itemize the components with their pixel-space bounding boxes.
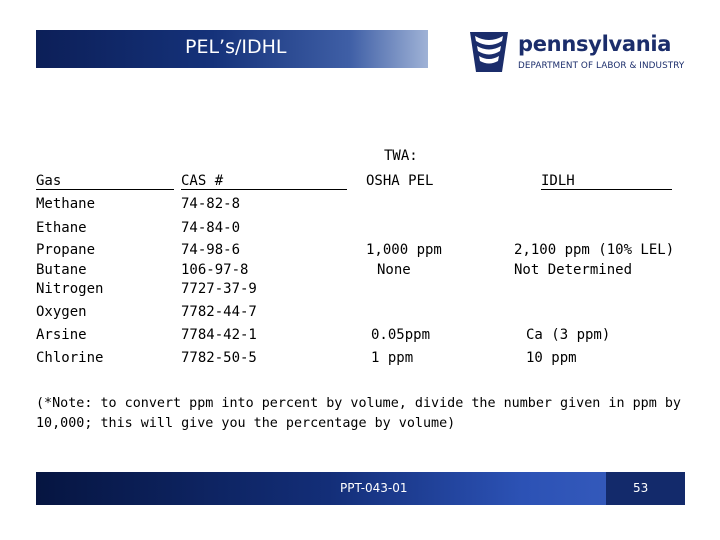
gas-name: Oxygen — [36, 304, 87, 320]
twa-header-line2: OSHA PEL — [366, 173, 434, 189]
conversion-note: (*Note: to convert ppm into percent by volume, divide the number given in ppm by 10,000; this will give you the percentage by volume) — [36, 396, 681, 431]
logo-department: DEPARTMENT OF LABOR & INDUSTRY — [518, 61, 685, 71]
logo-name: pennsylvania — [518, 32, 672, 56]
cas-number: 74-98-6 — [181, 242, 241, 258]
gas-column-header: Gas — [36, 173, 62, 189]
idlh-value: Ca (3 ppm) — [526, 327, 611, 343]
cas-number: 7782-50-5 — [181, 350, 257, 366]
idlh-value: 2,100 ppm (10% LEL) — [514, 242, 675, 258]
gas-name: Methane — [36, 196, 96, 212]
cas-number: 7727-37-9 — [181, 281, 257, 297]
gas-name: Nitrogen — [36, 281, 104, 297]
gas-name: Arsine — [36, 327, 87, 343]
idlh-column-header: IDLH — [541, 173, 575, 189]
cas-column-header: CAS # — [181, 173, 224, 189]
page-title: PEL’s/IDHL — [185, 36, 287, 58]
page-number: 53 — [633, 481, 649, 495]
gas-header-underline — [36, 189, 174, 190]
twa-header-line1: TWA: — [384, 148, 418, 164]
cas-number: 7784-42-1 — [181, 327, 257, 343]
osha-pel-value: None — [377, 262, 411, 278]
pennsylvania-logo — [466, 30, 690, 76]
osha-pel-value: 1,000 ppm — [366, 242, 442, 258]
idlh-value: Not Determined — [514, 262, 633, 278]
osha-pel-value: 0.05ppm — [371, 327, 431, 343]
cas-number: 7782-44-7 — [181, 304, 257, 320]
cas-number: 74-82-8 — [181, 196, 241, 212]
cas-number: 74-84-0 — [181, 220, 241, 236]
keystone-icon — [466, 30, 512, 76]
gas-name: Butane — [36, 262, 87, 278]
gas-name: Chlorine — [36, 350, 104, 366]
gas-name: Propane — [36, 242, 96, 258]
idlh-value: 10 ppm — [526, 350, 577, 366]
idlh-header-underline — [541, 189, 672, 190]
footer-code: PPT-043-01 — [340, 481, 408, 495]
cas-number: 106-97-8 — [181, 262, 249, 278]
gas-name: Ethane — [36, 220, 87, 236]
cas-header-underline — [181, 189, 347, 190]
osha-pel-value: 1 ppm — [371, 350, 414, 366]
